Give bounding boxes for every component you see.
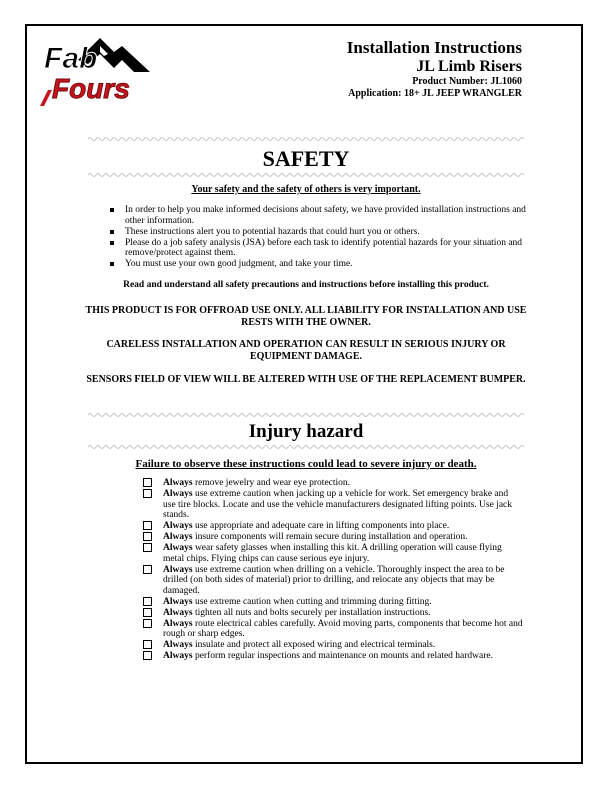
list-item [143, 543, 523, 564]
always-keyword: Always [163, 543, 193, 553]
divider [88, 136, 524, 142]
list-item [143, 608, 523, 619]
bullet-text: These instructions alert you to potential hazards that could hurt you or others. [125, 226, 420, 237]
document-header [347, 38, 522, 100]
checkbox-icon [143, 608, 152, 617]
list-item [143, 619, 523, 640]
bullet-icon [110, 230, 114, 234]
always-keyword: Always [163, 618, 193, 629]
bullet-icon [110, 241, 114, 245]
bullet-text: You must use your own good judgment, and take your time. [125, 259, 353, 269]
product-name: JL Limb Risers [416, 58, 522, 75]
item-text: remove jewelry and wear eye protection. [192, 478, 351, 488]
list-item [143, 489, 523, 521]
warning-sensors: SENSORS FIELD OF VIEW WILL BE ALTERED WITH USE OF THE REPLACEMENT BUMPER. [86, 374, 526, 385]
injury-checklist [143, 478, 523, 662]
checkbox-icon [143, 597, 152, 606]
product-number: Product Number: JL1060 [412, 76, 522, 87]
bullet-icon [110, 208, 114, 212]
item-text: use extreme caution when drilling on a vehicle. Thoroughly inspect the area to be drilled (on both sides of material) prior to drilling, and relocate any objects that may be damaged. [163, 564, 505, 596]
injury-hazard-subtitle: Failure to observe these instructions could lead to severe injury or death. [135, 458, 477, 470]
always-keyword: Always [163, 651, 193, 661]
item-text: perform regular inspections and maintenance on mounts and related hardware. [192, 651, 494, 661]
always-keyword: Always [163, 596, 193, 607]
list-item [108, 238, 528, 259]
application: Application: 18+ JL JEEP WRANGLER [348, 88, 522, 99]
list-item [143, 532, 523, 543]
document-title: Installation Instructions [346, 38, 522, 57]
bullet-text: In order to help you make informed decisions about safety, we have provided installation instructions and other information. [125, 205, 526, 226]
read-instructions-line: Read and understand all safety precautions and instructions before installing this product. [123, 280, 489, 290]
item-text: insure components will remain secure during installation and operation. [192, 532, 468, 542]
list-item [143, 640, 523, 651]
checkbox-icon [143, 532, 152, 541]
checkbox-icon [143, 478, 152, 487]
checkbox-icon [143, 521, 152, 530]
svg-text:Fab: Fab [44, 42, 98, 75]
item-text: insulate and protect all exposed wiring and electrical terminals. [192, 640, 436, 650]
list-item [143, 478, 523, 489]
item-text: use extreme caution when jacking up a vehicle for work. Set emergency brake and use tire blocks. Locate and use the vehicle manufacturers designated lifting points. Use jack stands. [163, 489, 513, 520]
safety-bullet-list [108, 205, 528, 270]
item-text: use appropriate and adequate care in lifting components into place. [192, 521, 450, 531]
list-item [108, 259, 528, 270]
always-keyword: Always [163, 489, 193, 499]
bullet-icon [110, 262, 114, 266]
item-text: tighten all nuts and bolts securely per installation instructions. [192, 607, 431, 618]
always-keyword: Always [163, 532, 193, 542]
always-keyword: Always [163, 640, 193, 650]
list-item [143, 565, 523, 597]
list-item [108, 227, 528, 238]
checkbox-icon [143, 651, 152, 660]
warning-offroad: THIS PRODUCT IS FOR OFFROAD USE ONLY. ALL LIABILITY FOR INSTALLATION AND USE RESTS WITH THE OWNER. [85, 305, 527, 328]
injury-hazard-title: Injury hazard [248, 421, 364, 442]
item-text: wear safety glasses when installing this kit. A drilling operation will cause flying metal chips. Flying chips can cause serious eye injury. [163, 543, 502, 564]
safety-title: SAFETY [262, 146, 350, 171]
divider [88, 412, 524, 418]
bullet-text: Please do a job safety analysis (JSA) before each task to identify potential hazards for your situation and remove/protect against them. [125, 237, 523, 258]
list-item [143, 521, 523, 532]
always-keyword: Always [163, 478, 193, 488]
divider [88, 172, 524, 178]
list-item [143, 651, 523, 662]
checkbox-icon [143, 619, 152, 628]
always-keyword: Always [163, 521, 193, 531]
list-item [108, 205, 528, 226]
fab-fours-logo [38, 32, 188, 112]
svg-text:Fours: Fours [52, 73, 130, 104]
checkbox-icon [143, 640, 152, 649]
list-item [143, 597, 523, 608]
safety-subtitle: Your safety and the safety of others is very important. [191, 184, 421, 195]
checkbox-icon [143, 489, 152, 498]
checkbox-icon [143, 543, 152, 552]
warning-careless-installation: CARELESS INSTALLATION AND OPERATION CAN RESULT IN SERIOUS INJURY OR EQUIPMENT DAMAGE. [106, 339, 506, 362]
item-text: route electrical cables carefully. Avoid moving parts, components that become hot and rough or sharp edges. [163, 618, 523, 639]
divider [88, 444, 524, 450]
always-keyword: Always [163, 607, 193, 618]
item-text: use extreme caution when cutting and trimming during fitting. [192, 596, 432, 607]
checkbox-icon [143, 565, 152, 574]
always-keyword: Always [163, 564, 193, 575]
